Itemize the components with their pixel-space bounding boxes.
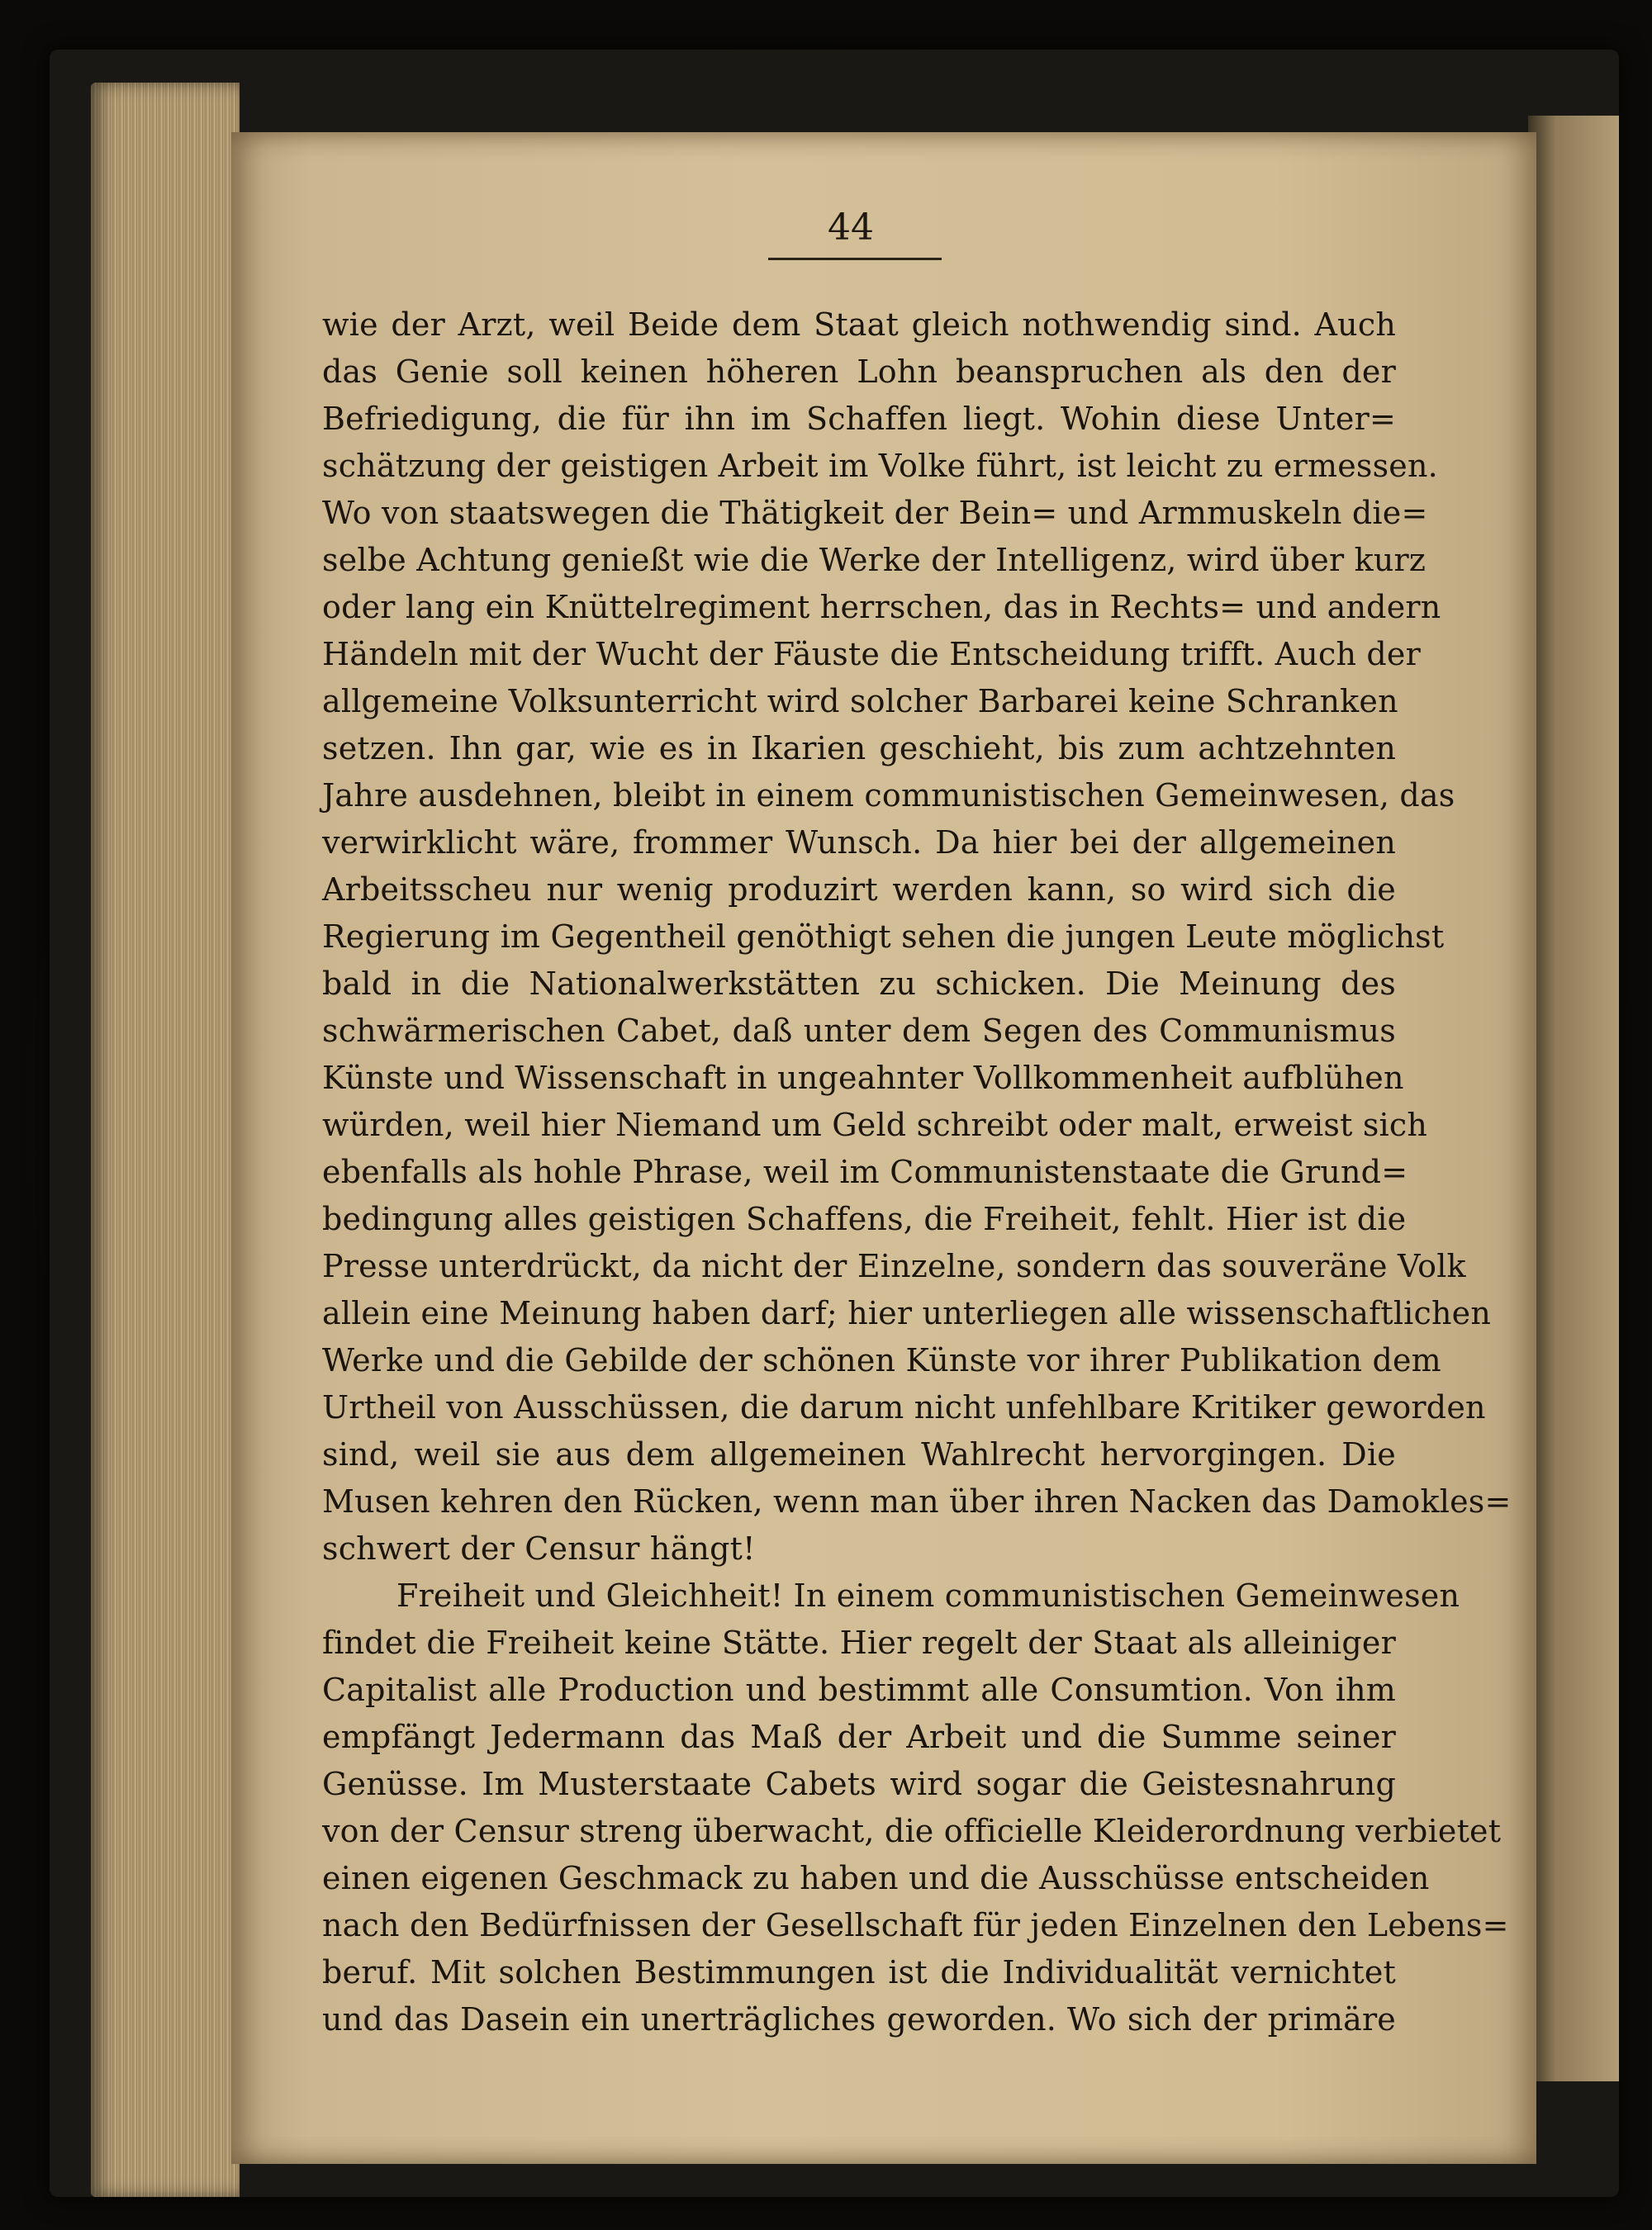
text-line: Befriedigung, die für ihn im Schaffen liegt. Wohin diese Unter= — [322, 401, 1396, 437]
text-line: nach den Bedürfnissen der Gesellschaft für jeden Einzelnen den Lebens= — [322, 1907, 1509, 1943]
page-number: 44 — [828, 206, 874, 249]
text-line: Künste und Wissenschaft in ungeahnter Vollkommenheit aufblühen — [322, 1060, 1404, 1096]
text-line: Urtheil von Ausschüssen, die darum nicht unfehlbare Kritiker geworden — [322, 1389, 1486, 1426]
text-line: sind, weil sie aus dem allgemeinen Wahlrecht hervorgingen. Die — [322, 1436, 1396, 1473]
page-edges — [91, 83, 240, 2197]
text-line: selbe Achtung genießt wie die Werke der Intelligenz, wird über kurz — [322, 542, 1427, 578]
text-line: schwert der Censur hängt! — [322, 1530, 756, 1567]
text-line: allein eine Meinung haben darf; hier unterliegen alle wissenschaftlichen — [322, 1295, 1492, 1331]
text-line: und das Dasein ein unerträgliches geworden. Wo sich der primäre — [322, 2001, 1396, 2038]
text-line: findet die Freiheit keine Stätte. Hier regelt der Staat als alleiniger — [322, 1625, 1396, 1661]
text-line: ebenfalls als hohle Phrase, weil im Communistenstaate die Grund= — [322, 1154, 1408, 1190]
text-line: Capitalist alle Production und bestimmt alle Consumtion. Von ihm — [322, 1672, 1396, 1708]
text-line: Presse unterdrückt, da nicht der Einzelne, sondern das souveräne Volk — [322, 1248, 1466, 1284]
text-line: Werke und die Gebilde der schönen Künste vor ihrer Publikation dem — [322, 1342, 1441, 1378]
text-line: das Genie soll keinen höheren Lohn beanspruchen als den der — [322, 353, 1396, 390]
text-line: Genüsse. Im Musterstaate Cabets wird sogar die Geistesnahrung — [322, 1766, 1396, 1802]
text-line: oder lang ein Knüttelregiment herrschen, das in Rechts= und andern — [322, 589, 1441, 625]
adjacent-page-edge — [1528, 116, 1619, 2081]
text-line: bedingung alles geistigen Schaffens, die Freiheit, fehlt. Hier ist die — [322, 1201, 1407, 1237]
header-rule — [768, 258, 942, 260]
text-line: wie der Arzt, weil Beide dem Staat gleich nothwendig sind. Auch — [322, 306, 1396, 343]
text-line: schwärmerischen Cabet, daß unter dem Segen des Communismus — [322, 1013, 1396, 1049]
text-line: Musen kehren den Rücken, wenn man über ihren Nacken das Damokles= — [322, 1483, 1512, 1520]
text-line: schätzung der geistigen Arbeit im Volke führt, ist leicht zu ermessen. — [322, 448, 1438, 484]
text-line: Wo von staatswegen die Thätigkeit der Bein= und Armmuskeln die= — [322, 495, 1428, 531]
text-line: verwirklicht wäre, frommer Wunsch. Da hier bei der allgemeinen — [322, 824, 1396, 861]
text-line: Regierung im Gegentheil genöthigt sehen die jungen Leute möglichst — [322, 918, 1445, 955]
text-line: würden, weil hier Niemand um Geld schreibt oder malt, erweist sich — [322, 1107, 1428, 1143]
text-line: setzen. Ihn gar, wie es in Ikarien geschieht, bis zum achtzehnten — [322, 730, 1396, 766]
body-text — [322, 301, 1512, 2043]
text-line: allgemeine Volksunterricht wird solcher Barbarei keine Schranken — [322, 683, 1398, 719]
text-line: beruf. Mit solchen Bestimmungen ist die Individualität vernichtet — [322, 1954, 1396, 1990]
book-page — [231, 132, 1536, 2164]
text-line: Freiheit und Gleichheit! In einem communistischen Gemeinwesen — [396, 1578, 1460, 1614]
text-line: Händeln mit der Wucht der Fäuste die Entscheidung trifft. Auch der — [322, 636, 1421, 672]
text-line: Jahre ausdehnen, bleibt in einem communistischen Gemeinwesen, das — [322, 777, 1455, 814]
text-line: einen eigenen Geschmack zu haben und die Ausschüsse entscheiden — [322, 1860, 1430, 1896]
text-line: empfängt Jedermann das Maß der Arbeit und die Summe seiner — [322, 1719, 1396, 1755]
text-line: bald in die Nationalwerkstätten zu schicken. Die Meinung des — [322, 966, 1396, 1002]
text-line: von der Censur streng überwacht, die officielle Kleiderordnung verbietet — [322, 1813, 1502, 1849]
text-line: Arbeitsscheu nur wenig produzirt werden kann, so wird sich die — [322, 871, 1396, 908]
